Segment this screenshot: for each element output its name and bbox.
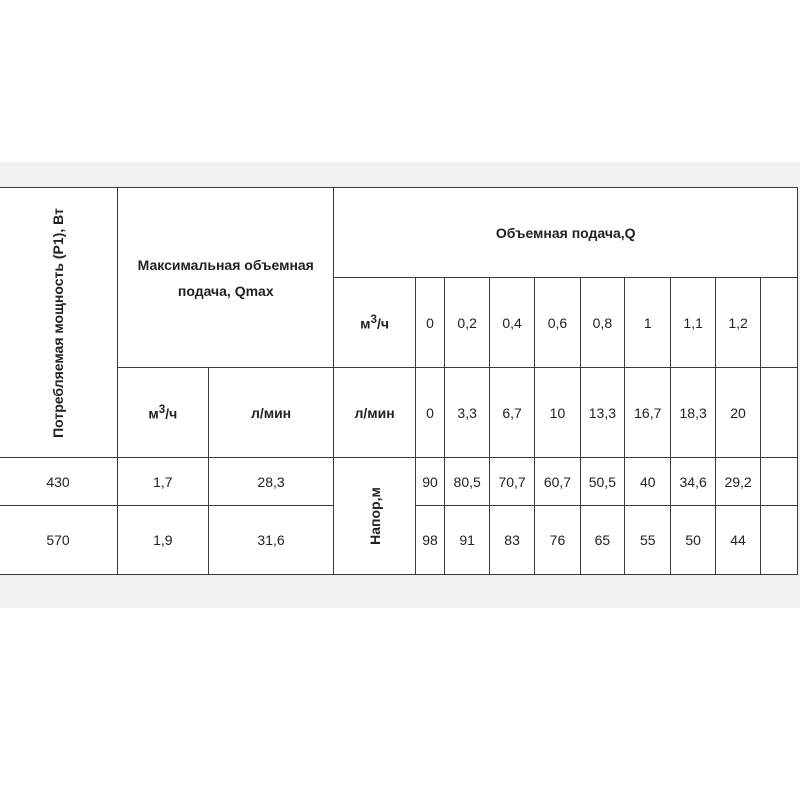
power-header: Потребляемая мощность (P1), Вт bbox=[50, 207, 67, 438]
head-value: 44 bbox=[715, 506, 760, 575]
q-m3h-cell: 0 bbox=[415, 278, 445, 368]
q-lmin-cell: 3,3 bbox=[445, 368, 489, 458]
q-lmin-cell: 0 bbox=[415, 368, 445, 458]
qmax-unit-m3h: $м^3/ч$ bbox=[118, 368, 209, 458]
head-value: 34,6 bbox=[671, 458, 715, 506]
flow-header: Объемная подача,Q bbox=[334, 188, 798, 278]
head-label: Напор,м bbox=[366, 487, 383, 545]
q-m3h-cell: 1,1 bbox=[671, 278, 715, 368]
power-header-cell bbox=[0, 188, 118, 458]
power-value: 430 bbox=[0, 458, 118, 506]
head-value-cut bbox=[761, 506, 798, 575]
head-value: 50 bbox=[671, 506, 715, 575]
q-lmin-cell: 16,7 bbox=[625, 368, 671, 458]
q-m3h-cell: 0,6 bbox=[535, 278, 580, 368]
qmax-lmin-value: 31,6 bbox=[208, 506, 334, 575]
head-value: 29,2 bbox=[715, 458, 760, 506]
table-row bbox=[0, 458, 798, 506]
head-value: 40 bbox=[625, 458, 671, 506]
q-m3h-cell: 1 bbox=[625, 278, 671, 368]
head-value: 76 bbox=[535, 506, 580, 575]
head-value: 83 bbox=[489, 506, 534, 575]
unit-lmin-label: л/мин bbox=[334, 368, 415, 458]
unit-m3h-label: $м^3/ч$ bbox=[334, 278, 415, 368]
head-value: 98 bbox=[415, 506, 445, 575]
head-value: 91 bbox=[445, 506, 489, 575]
q-lmin-cell-cut bbox=[761, 368, 798, 458]
q-lmin-cell: 20 bbox=[715, 368, 760, 458]
qmax-header: Максимальная объемная подача, Qmax bbox=[118, 188, 334, 368]
head-value: 80,5 bbox=[445, 458, 489, 506]
q-m3h-cell: 1,2 bbox=[715, 278, 760, 368]
power-value: 570 bbox=[0, 506, 118, 575]
qmax-unit-lmin: л/мин bbox=[208, 368, 334, 458]
q-lmin-cell: 10 bbox=[535, 368, 580, 458]
q-lmin-cell: 6,7 bbox=[489, 368, 534, 458]
pump-spec-table bbox=[0, 187, 798, 575]
q-m3h-cell: 0,4 bbox=[489, 278, 534, 368]
q-lmin-cell: 18,3 bbox=[671, 368, 715, 458]
q-m3h-cell: 0,2 bbox=[445, 278, 489, 368]
head-value: 65 bbox=[580, 506, 624, 575]
head-value-cut bbox=[761, 458, 798, 506]
qmax-lmin-value: 28,3 bbox=[208, 458, 334, 506]
head-label-cell bbox=[334, 458, 415, 575]
qmax-m3h-value: 1,7 bbox=[118, 458, 209, 506]
q-lmin-cell: 13,3 bbox=[580, 368, 624, 458]
head-value: 55 bbox=[625, 506, 671, 575]
q-m3h-cell-cut bbox=[761, 278, 798, 368]
head-value: 60,7 bbox=[535, 458, 580, 506]
q-m3h-cell: 0,8 bbox=[580, 278, 624, 368]
head-value: 90 bbox=[415, 458, 445, 506]
head-value: 50,5 bbox=[580, 458, 624, 506]
qmax-m3h-value: 1,9 bbox=[118, 506, 209, 575]
head-value: 70,7 bbox=[489, 458, 534, 506]
